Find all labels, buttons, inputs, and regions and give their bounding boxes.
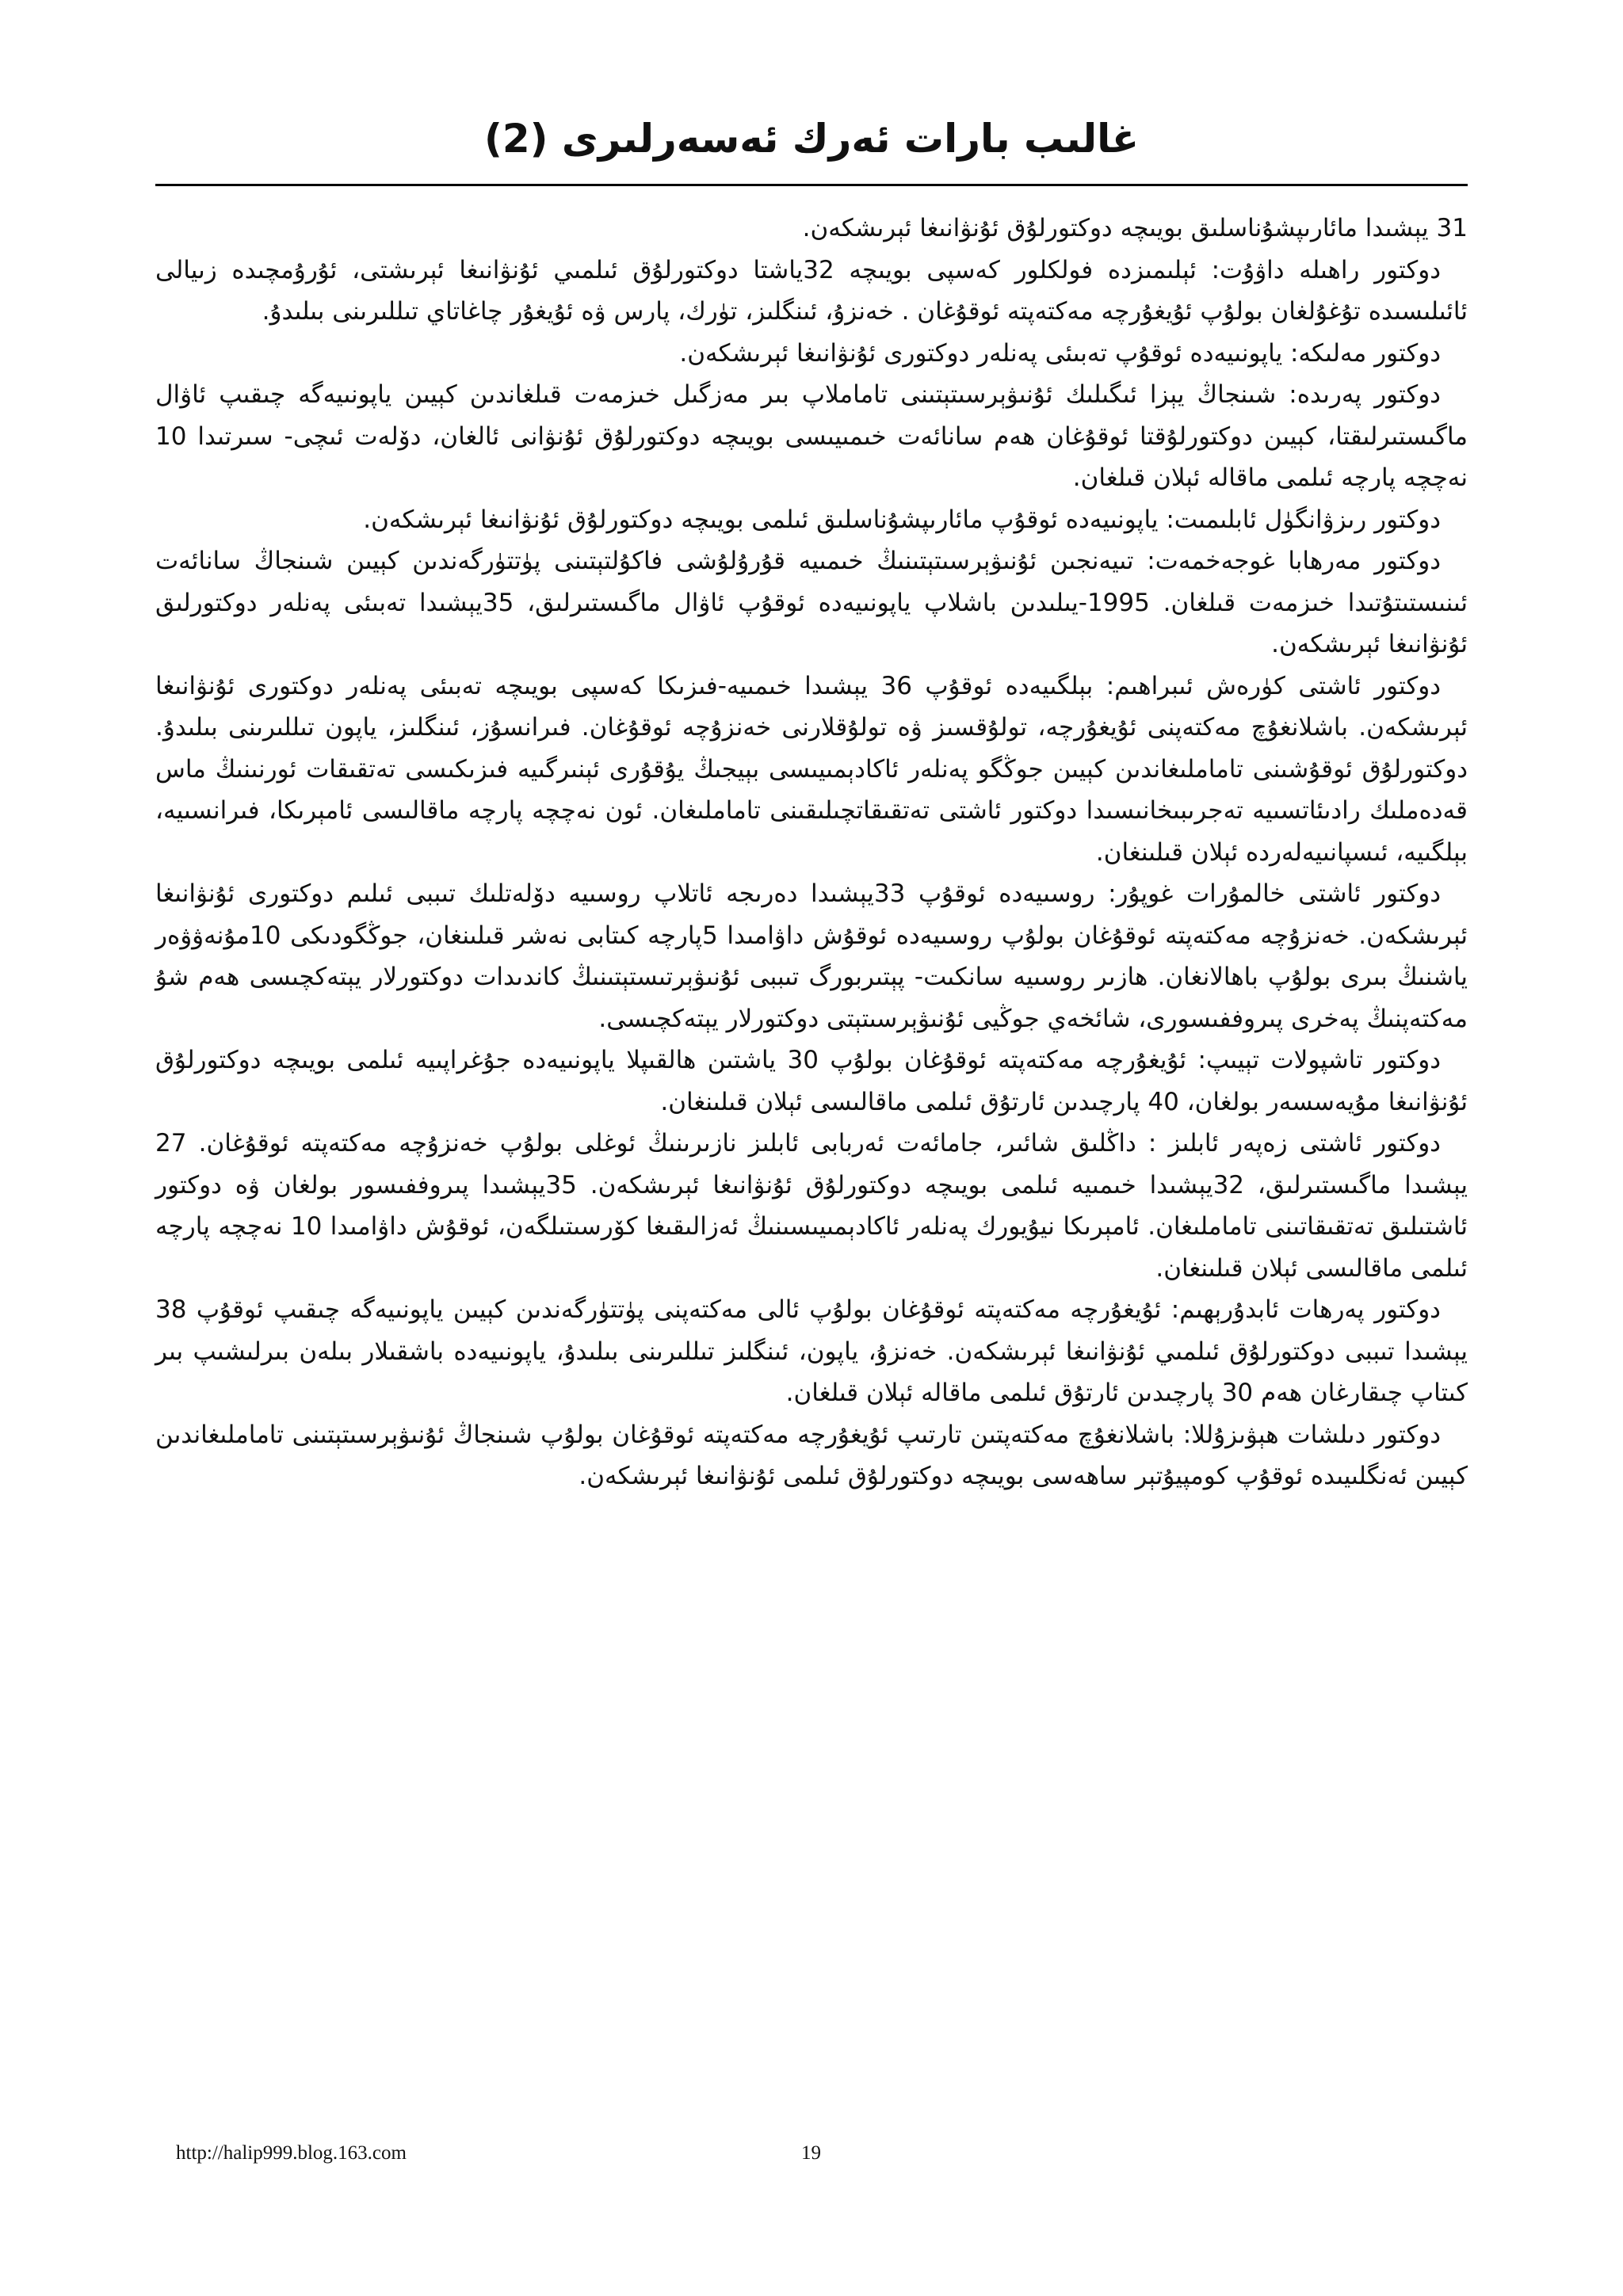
paragraph: دوكتور پەرھات ئابدۇرېھىم: ئۇيغۇرچە مەكتەپتە ئوقۇغان بولۇپ ئالى مەكتەپنى پۈتتۈرگەندىن كېيىن ياپونىيەگە چىقىپ ئوقۇپ 38 يېشىدا تىببى دوكتورلۇق ئىلمىي ئۇنۋانىغا ئېرىشكەن. خەنزۇ، ياپون، ئىنگلىز تىللىرىنى بىلىدۇ، ياپونىيەدە باشقىلار بىلەن بىرلىشىپ بىر كىتاپ چىقارغان ھەم 30 پارچىدىن ئارتۇق ئىلمى ماقالە ئېلان قىلغان.	[155, 1295, 1468, 1407]
paragraph: دوكتور راھىلە داۋۇت: ئېلىمىزدە فولكلور كەسپى بويىچە 32ياشتا دوكتورلۇق ئىلمىي ئۇنۋانىغا ئېرىشتى، ئۇرۇمچىدە زىيالى ئائىلىسىدە تۇغۇلغان بولۇپ ئۇيغۇرچە مەكتەپتە ئوقۇغان . خەنزۇ، ئىنگلىز، تۈرك، پارس ۋە ئۇيغۇر چاغاتاي تىللىرىنى بىلىدۇ.	[155, 255, 1468, 326]
paragraph: دوكتور دىلشات ھېۋىزۇللا: باشلانغۇچ مەكتەپتىن تارتىپ ئۇيغۇرچە مەكتەپتە ئوقۇغان بولۇپ شىنجاڭ ئۇنىۋېرسىتېتىنى تاماملىغاندىن كېيىن ئەنگلىيىدە ئوقۇپ كومپيۇتېر ساھەسى بويىچە دوكتورلۇق ئىلمى ئۇنۋانىغا ئېرىشكەن.	[155, 1420, 1468, 1490]
title-divider	[155, 184, 1468, 186]
page-number: 19	[801, 2142, 821, 2164]
body-text	[155, 208, 1468, 1497]
page-footer	[155, 2138, 1468, 2169]
paragraph: دوكتور مەرھابا غوجەخمەت: تىيەنجىن ئۇنىۋېرسىتېتىنىڭ خىمىيە قۇرۇلۇشى فاكۇلتېتىنى پۈتتۈرگەندىن كېيىن شىنجاڭ سانائەت ئىنىستىتۇتىدا خىزمەت قىلغان. 1995-يىلىدىن باشلاپ ياپونىيەدە ئوقۇپ ئاۋال ماگىستىرلىق، 35يېشىدا تەبىئى پەنلەر دوكتورلىق ئۇنۋانىغا ئېرىشكەن.	[155, 547, 1468, 658]
paragraph: دوكتور تاشپولات تېيىپ: ئۇيغۇرچە مەكتەپتە ئوقۇغان بولۇپ 30 ياشتىن ھالقىپلا ياپونىيەدە جۇغراپىيە ئىلمى بويىچە دوكتورلۇق ئۇنۋانىغا مۇيەسسەر بولغان، 40 پارچىدىن ئارتۇق ئىلمى ماقالىسى ئېلان قىلىنغان.	[155, 1046, 1468, 1116]
paragraph-continuation: 31 يېشىدا مائارىپشۇناسلىق بويىچە دوكتورلۇق ئۇنۋانىغا ئېرىشكەن.	[802, 214, 1468, 242]
paragraph: دوكتور ئاشتى خالمۇرات غوپۇر: روسىيەدە ئوقۇپ 33يېشىدا دەرىجە ئاتلاپ روسىيە دۆلەتلىك تىببى ئىلىم دوكتورى ئۇنۋانىغا ئېرىشكەن. خەنزۇچە مەكتەپتە ئوقۇغان بولۇپ روسىيەدە ئوقۇش داۋامىدا 5پارچە كىتابى نەشر قىلىنغان، جوڭگودىكى 10مۇنەۋۋەر ياشنىڭ بىرى بولۇپ باھالانغان. ھازىر روسىيە سانكىت- پېتىربورگ تىببى ئۇنىۋېرتىستېتىنىڭ كاندىدات دوكتورلار يېتەكچىسى ھەم شۇ مەكتەپنىڭ پەخرى پىروففىسورى، شائخەي جوڭيى ئۇنىۋېرسىتېتى دوكتورلار يېتەكچىسى.	[155, 879, 1468, 1033]
footer-url: http://halip999.blog.163.com	[176, 2142, 407, 2164]
paragraph: دوكتور ئاشتى زەپەر ئابلىز : داڭلىق شائىر، جامائەت ئەربابى ئابلىز نازىرىنىڭ ئوغلى بولۇپ خەنزۇچە مەكتەپتە ئوقۇغان. 27 يېشىدا ماگىستىرلىق، 32يېشىدا خىمىيە ئىلمى بويىچە دوكتورلۇق ئۇنۋانىغا ئېرىشكەن. 35يېشىدا پىروففىسور بولغان ۋە دوكتور ئاشتىلىق تەتقىقاتىنى تاماملىغان. ئامېرىكا نيۇيورك پەنلەر ئاكادېمىيىسىنىڭ ئەزالىقىغا كۆرسىتىلگەن، ئوقۇش داۋامىدا 10 نەچچە پارچە ئىلمى ماقالىسى ئېلان قىلىنغان.	[155, 1129, 1468, 1283]
paragraph: دوكتور پەرىدە: شىنجاڭ يېزا ئىگىلىك ئۇنىۋېرسىتېتىنى تاماملاپ بىر مەزگىل خىزمەت قىلغاندىن كېيىن ياپونىيەگە چىقىپ ئاۋال ماگىستىرلىقتا، كېيىن دوكتورلۇقتا ئوقۇغان ھەم سانائەت خىمىيىسى بويىچە دوكتورلۇق ئۇنۋانى ئالغان، دۆلەت ئىچى- سىرتىدا 10 نەچچە پارچە ئىلمى ماقالە ئېلان قىلغان.	[155, 380, 1468, 492]
paragraph: دوكتور ئاشتى كۈرەش ئىبراھىم: بېلگىيەدە ئوقۇپ 36 يېشىدا خىمىيە-فىزىكا كەسپى بويىچە تەبىئى پەنلەر دوكتورى ئۇنۋانىغا ئېرىشكەن. باشلانغۇچ مەكتەپنى ئۇيغۇرچە، تولۇقسىز ۋە تولۇقلارنى خەنزۇچە ئوقۇغان. فىرانسۇز، ئىنگلىز، ياپون تىللىرىنى بىلىدۇ. دوكتورلۇق ئوقۇشىنى تاماملىغاندىن كېيىن جوڭگو پەنلەر ئاكادېمىيىسى بېيجىڭ يۇقۇرى ئېنىرگىيە فىزىكىسى تەتقىقات ئورنىنىڭ ماس قەدەملىك رادىئاتسىيە تەجرىبىخانىسىدا دوكتور ئاشتى تەتقىقاتچىلىقىنى تاماملىغان. ئون نەچچە پارچە ماقالىسى ئامېرىكا، فىرانسىيە، بېلگىيە، ئىسپانىيەلەردە ئېلان قىلىنغان.	[155, 671, 1468, 867]
paragraph: دوكتور مەلىكە: ياپونىيەدە ئوقۇپ تەبىئى پەنلەر دوكتورى ئۇنۋانىغا ئېرىشكەن.	[679, 338, 1441, 368]
paragraph: دوكتور رىزۋانگۈل ئابلىمىت: ياپونىيەدە ئوقۇپ مائارىپشۇناسلىق ئىلمى بويىچە دوكتورلۇق ئۇنۋانىغا ئېرىشكەن.	[363, 505, 1441, 534]
page-title: غالىب بارات ئەرك ئەسەرلىرى (2)	[483, 116, 1140, 162]
